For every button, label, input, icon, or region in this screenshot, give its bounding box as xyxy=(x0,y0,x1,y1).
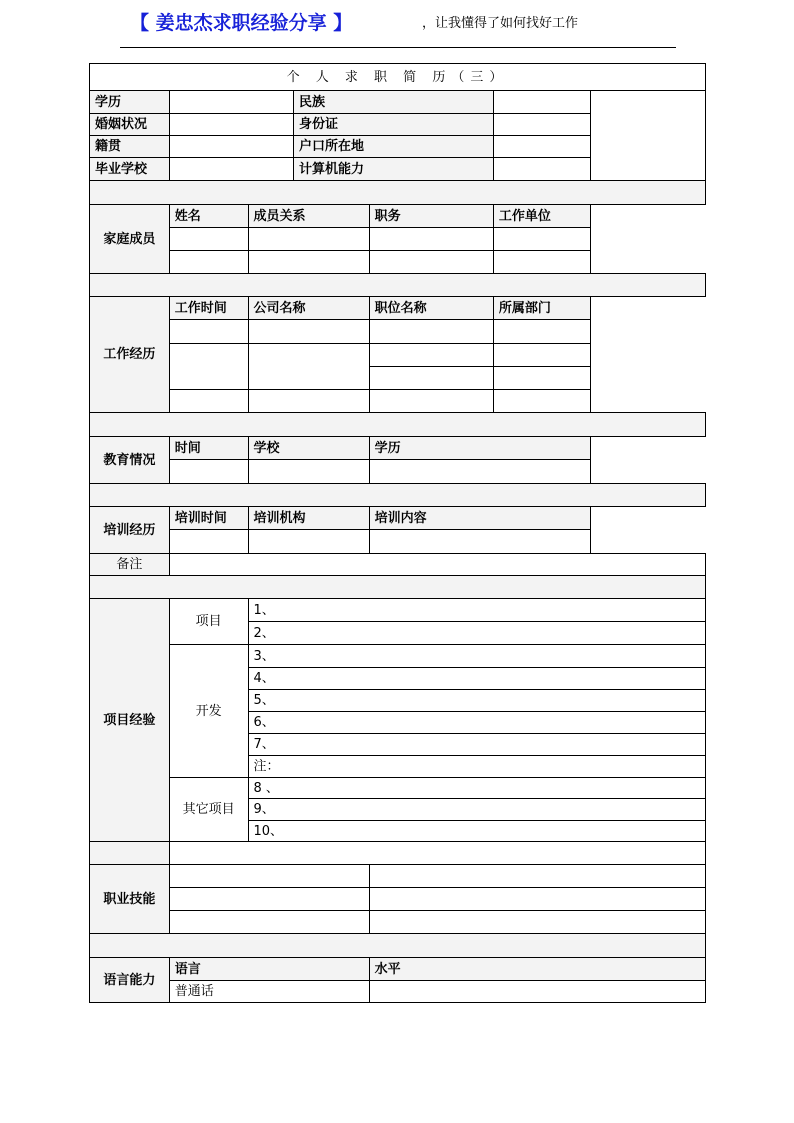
edu-col-time: 时间 xyxy=(169,437,248,460)
work-cell[interactable] xyxy=(493,390,590,413)
section-training: 培训经历 xyxy=(90,507,170,554)
label-ethnicity: 民族 xyxy=(293,91,493,114)
work-cell[interactable] xyxy=(169,320,248,344)
skill-cell[interactable] xyxy=(169,911,369,934)
edu-cell[interactable] xyxy=(248,460,369,484)
work-cell[interactable] xyxy=(493,344,590,367)
resume-form xyxy=(89,63,706,1003)
label-id-card: 身份证 xyxy=(293,114,493,136)
section-spacer xyxy=(90,576,706,599)
training-col-content: 培训内容 xyxy=(369,507,590,530)
skill-cell[interactable] xyxy=(169,888,369,911)
label-native-place: 籍贯 xyxy=(90,136,170,158)
field-id-card[interactable] xyxy=(493,114,590,136)
project-item[interactable]: 10、 xyxy=(248,821,705,842)
skill-cell[interactable] xyxy=(169,865,369,888)
section-projects: 项目经验 xyxy=(90,599,170,842)
section-education: 教育情况 xyxy=(90,437,170,484)
section-spacer xyxy=(90,413,706,437)
edu-cell[interactable] xyxy=(169,460,248,484)
work-cell[interactable] xyxy=(369,390,493,413)
family-cell[interactable] xyxy=(369,228,493,251)
project-item[interactable]: 2、 xyxy=(248,622,705,645)
label-marital-status: 婚姻状况 xyxy=(90,114,170,136)
work-cell[interactable] xyxy=(369,367,493,390)
work-cell[interactable] xyxy=(248,320,369,344)
edu-col-school: 学校 xyxy=(248,437,369,460)
project-item[interactable]: 1、 xyxy=(248,599,705,622)
project-group-dev: 开发 xyxy=(169,645,248,778)
label-graduate-school: 毕业学校 xyxy=(90,158,170,181)
language-col-level: 水平 xyxy=(369,958,705,981)
section-spacer xyxy=(90,274,706,297)
field-graduate-school[interactable] xyxy=(169,158,293,181)
work-cell[interactable] xyxy=(248,344,369,390)
label-education: 学历 xyxy=(90,91,170,114)
page-header xyxy=(120,6,676,48)
family-cell[interactable] xyxy=(169,228,248,251)
photo-box[interactable] xyxy=(590,91,705,181)
work-cell[interactable] xyxy=(493,367,590,390)
section-skills: 职业技能 xyxy=(90,865,170,934)
training-cell[interactable] xyxy=(169,530,248,554)
work-cell[interactable] xyxy=(369,344,493,367)
project-item[interactable]: 6、 xyxy=(248,712,705,734)
family-cell[interactable] xyxy=(369,251,493,274)
edu-col-degree: 学历 xyxy=(369,437,590,460)
family-cell[interactable] xyxy=(169,251,248,274)
section-family: 家庭成员 xyxy=(90,205,170,274)
work-col-company: 公司名称 xyxy=(248,297,369,320)
field-household-location[interactable] xyxy=(493,136,590,158)
skill-cell[interactable] xyxy=(369,865,705,888)
project-note[interactable]: 注： xyxy=(248,756,705,778)
project-item[interactable]: 3、 xyxy=(248,645,705,668)
project-group-project: 项目 xyxy=(169,599,248,645)
family-col-name: 姓名 xyxy=(169,205,248,228)
section-spacer xyxy=(90,484,706,507)
training-col-time: 培训时间 xyxy=(169,507,248,530)
label-remarks: 备注 xyxy=(90,554,170,576)
work-cell[interactable] xyxy=(169,344,248,390)
training-cell[interactable] xyxy=(369,530,590,554)
field-marital-status[interactable] xyxy=(169,114,293,136)
project-group-other: 其它项目 xyxy=(169,778,248,842)
brand-tagline: ，让我懂得了如何找好工作 xyxy=(422,16,579,31)
family-cell[interactable] xyxy=(493,251,590,274)
training-cell[interactable] xyxy=(248,530,369,554)
family-col-employer: 工作单位 xyxy=(493,205,590,228)
project-item[interactable]: 8 、 xyxy=(248,778,705,799)
work-cell[interactable] xyxy=(169,390,248,413)
project-item[interactable]: 4、 xyxy=(248,668,705,690)
section-spacer xyxy=(90,934,706,958)
language-name[interactable]: 普通话 xyxy=(169,981,369,1003)
edu-cell[interactable] xyxy=(369,460,590,484)
work-cell[interactable] xyxy=(369,320,493,344)
field-remarks[interactable] xyxy=(169,554,705,576)
work-col-title: 职位名称 xyxy=(369,297,493,320)
work-col-department: 所属部门 xyxy=(493,297,590,320)
section-spacer xyxy=(169,842,705,865)
resume-title: 个 人 求 职 简 历（三） xyxy=(90,64,706,91)
field-education[interactable] xyxy=(169,91,293,114)
work-col-time: 工作时间 xyxy=(169,297,248,320)
label-household-location: 户口所在地 xyxy=(293,136,493,158)
skill-cell[interactable] xyxy=(369,888,705,911)
training-col-institution: 培训机构 xyxy=(248,507,369,530)
project-item[interactable]: 7、 xyxy=(248,734,705,756)
family-col-relation: 成员关系 xyxy=(248,205,369,228)
language-col-language: 语言 xyxy=(169,958,369,981)
work-cell[interactable] xyxy=(493,320,590,344)
work-cell[interactable] xyxy=(248,390,369,413)
brand-title[interactable]: 【 姜忠杰求职经验分享 】 xyxy=(130,12,353,34)
project-item[interactable]: 5、 xyxy=(248,690,705,712)
family-cell[interactable] xyxy=(248,251,369,274)
family-cell[interactable] xyxy=(248,228,369,251)
field-computer-skill[interactable] xyxy=(493,158,590,181)
label-computer-skill: 计算机能力 xyxy=(293,158,493,181)
section-language: 语言能力 xyxy=(90,958,170,1003)
field-ethnicity[interactable] xyxy=(493,91,590,114)
family-col-position: 职务 xyxy=(369,205,493,228)
section-spacer xyxy=(90,181,706,205)
project-item[interactable]: 9、 xyxy=(248,799,705,821)
section-work: 工作经历 xyxy=(90,297,170,413)
skill-cell[interactable] xyxy=(369,911,705,934)
family-cell[interactable] xyxy=(493,228,590,251)
field-native-place[interactable] xyxy=(169,136,293,158)
language-level[interactable] xyxy=(369,981,705,1003)
section-spacer xyxy=(90,842,170,865)
